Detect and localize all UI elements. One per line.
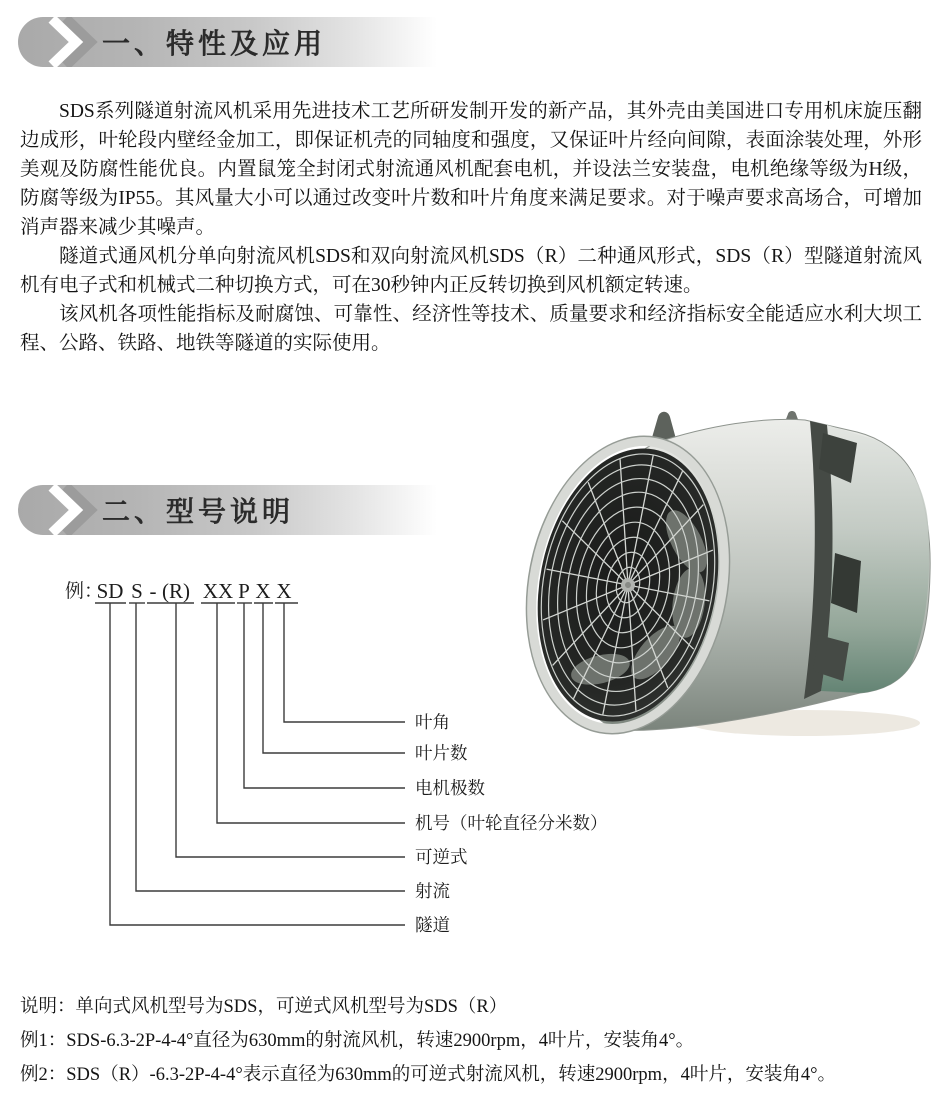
model-code-connectors [110, 603, 405, 925]
section-1-title: 一、特性及应用 [102, 28, 327, 59]
model-code-label-motor-poles: 电机极数 [415, 778, 485, 798]
model-code-prefix: 例： [65, 581, 104, 602]
model-code-part-dash: - [149, 579, 157, 603]
strap-fitting-middle [831, 553, 861, 613]
features-text-block [20, 97, 922, 358]
features-paragraph-2: 隧道式通风机分单向射流风机SDS和双向射流风机SDS（R）二种通风形式，SDS（R）型隧道射流风机有电子式和机械式二种切换方式，可在30秒钟内正反转切换到风机额定转速。 [20, 246, 922, 296]
model-code-label-jet: 射流 [415, 881, 450, 901]
model-code-part-r: (R) [162, 579, 190, 603]
model-code-part-xx: XX [202, 579, 234, 603]
model-code-label-size: 机号（叶轮直径分米数） [415, 813, 608, 833]
model-code-part-x2: X [276, 579, 292, 603]
features-paragraph-1: SDS系列隧道射流风机采用先进技术工艺所研发制开发的新产品，其外壳由美国进口专用机床旋压翻边成形，叶轮段内壁经金加工，即保证机壳的同轴度和强度，又保证叶片经向间隙，表面涂装处理，外形美观及防腐性能优良。内置鼠笼全封闭式射流通风机配套电机，并设法兰安装盘，电机绝缘等级为H级，防腐等级为IP55。其风量大小可以通过改变叶片数和叶片角度来满足要求。对于噪声要求高场合，可增加消声器来减少其噪声。 [20, 101, 922, 238]
model-code-label-reversible: 可逆式 [415, 847, 468, 867]
model-code-part-sd: SD [96, 579, 124, 603]
model-code-label-blade-count: 叶片数 [415, 743, 468, 763]
model-code-label-tunnel: 隧道 [415, 915, 450, 935]
note-line: 说明：单向式风机型号为SDS，可逆式风机型号为SDS（R） [20, 997, 508, 1017]
section-2-banner [18, 485, 450, 535]
section-2-title: 二、型号说明 [102, 496, 295, 527]
fan-product-photo [505, 403, 937, 743]
model-code-part-p: P [238, 579, 250, 603]
notes-block [20, 990, 922, 1092]
example-1-line: 例1：SDS-6.3-2P-4-4°直径为630mm的射流风机，转速2900rpm，4叶片，安装角4°。 [20, 1031, 695, 1051]
section-1-banner [18, 17, 450, 67]
model-code-part-x1: X [255, 579, 271, 603]
model-code-part-s: S [131, 579, 143, 603]
model-code-label-blade-angle: 叶角 [415, 712, 450, 732]
features-paragraph-3: 该风机各项性能指标及耐腐蚀、可靠性、经济性等技术、质量要求和经济指标安全能适应水利大坝工程、公路、铁路、地铁等隧道的实际使用。 [20, 304, 922, 354]
example-2-line: 例2：SDS（R）-6.3-2P-4-4°表示直径为630mm的可逆式射流风机，转速2900rpm，4叶片，安装角4°。 [20, 1065, 836, 1085]
